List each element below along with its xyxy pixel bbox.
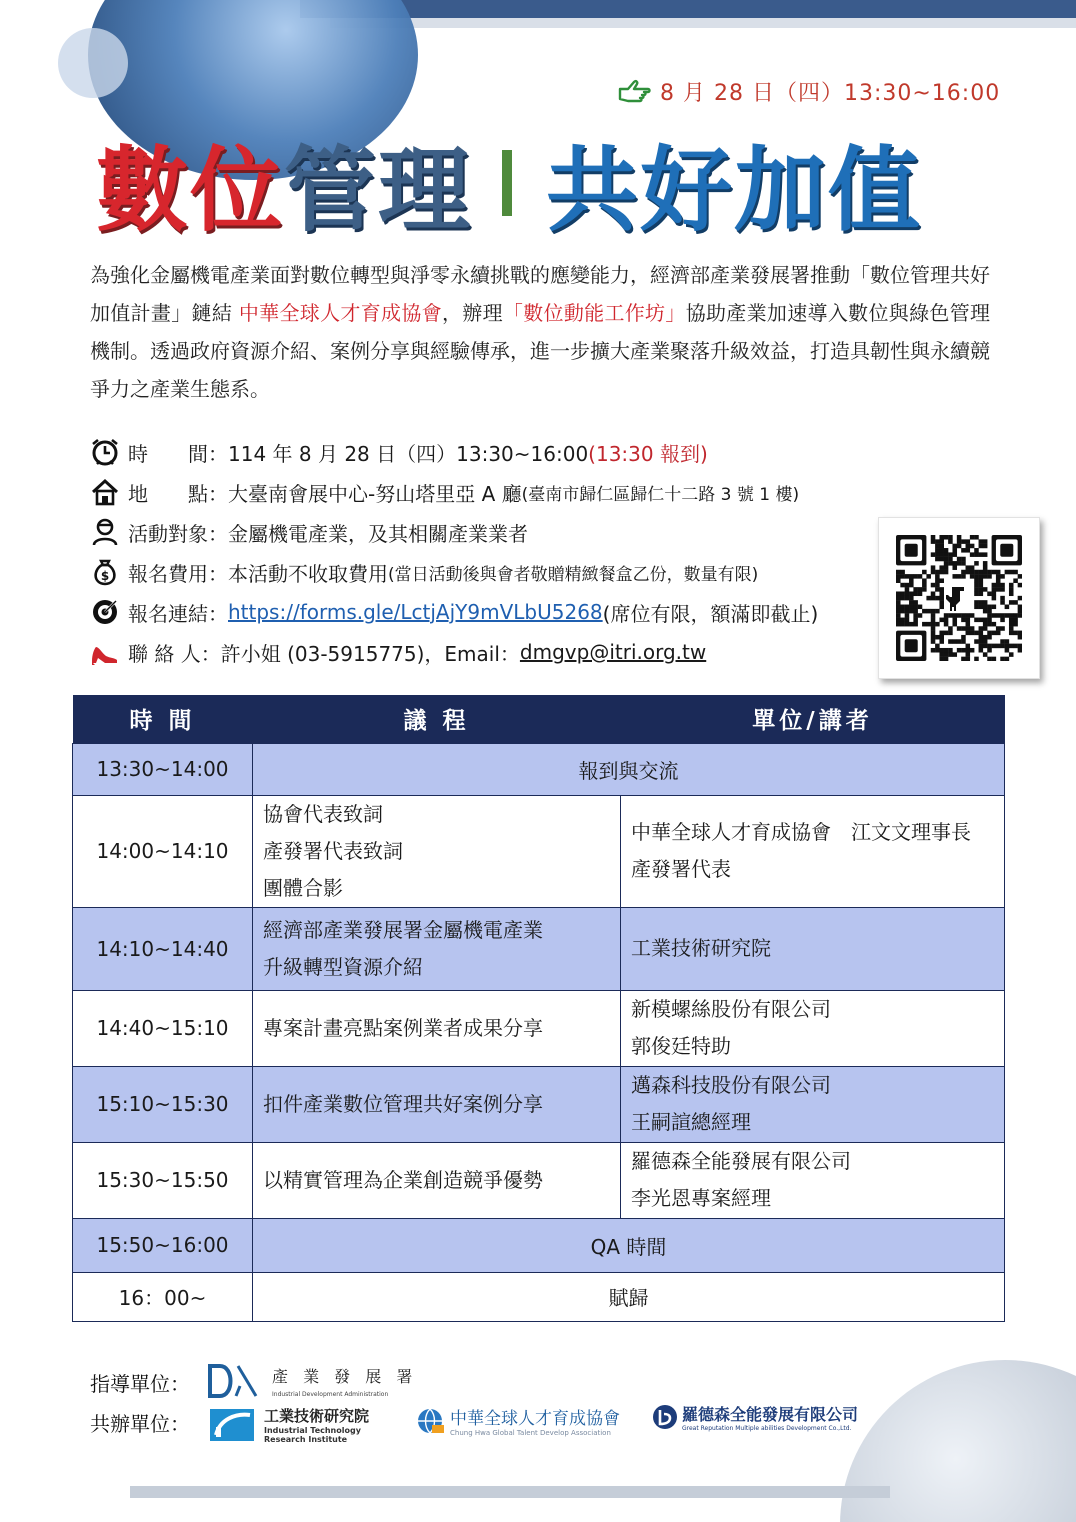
target-icon [90, 597, 120, 627]
info-link-note: (席位有限，額滿即截止) [602, 601, 819, 626]
row-topic [253, 1066, 621, 1142]
table-row [73, 990, 1005, 1066]
info-fee [90, 552, 880, 592]
row-merged: QA 時間 [253, 1218, 1005, 1272]
speaker-line: 王嗣諠總經理 [631, 1110, 751, 1134]
registration-link[interactable]: https://forms.gle/LctjAjY9mVLbU5268 [228, 600, 603, 624]
globe-icon [416, 1407, 444, 1435]
topic-line: 以精實管理為企業創造競爭優勢 [263, 1167, 543, 1192]
info-time [90, 432, 880, 472]
topic-line: 團體合影 [263, 875, 343, 900]
title-part-1: 數位 [96, 137, 285, 244]
event-info-list [90, 432, 880, 672]
table-row [73, 1272, 1005, 1321]
speaker-line: 郭俊廷特助 [631, 1034, 731, 1058]
agenda-table [72, 695, 1005, 1322]
top-accent-bar [300, 0, 1076, 18]
table-row [73, 1066, 1005, 1142]
intro-text-1: 為強化金屬機電產業面對數位轉型與淨零永續挑戰的應變能力，經濟部產業發展署推動「數位管理共好加值計畫」鏈結 [90, 263, 990, 325]
table-row [73, 743, 1005, 795]
header-time: 時 間 [73, 695, 253, 743]
title-part-3: 共好加值 [546, 137, 923, 244]
info-link [90, 592, 880, 632]
row-topic [253, 1142, 621, 1218]
pointing-hand-icon [618, 79, 652, 105]
grmd-name-en: Great Reputation Multiple abilities Development Co.,Ltd. [682, 1425, 852, 1432]
row-time: 15:30~15:50 [73, 1142, 253, 1218]
contact-email-link[interactable]: dmgvp@itri.org.tw [519, 640, 707, 664]
speaker-line: 工業技術研究院 [631, 936, 771, 960]
intro-text-3: 協助產業加速導入數位與綠色管理機制。透過政府資源介紹、案例分享與經驗傳承，進一步擴大產業聚落升級效益，打造具韌性與永續競爭力之產業生態系。 [90, 301, 991, 401]
cgta-logo [416, 1404, 620, 1437]
speaker-line: 邁森科技股份有限公司 [631, 1073, 831, 1097]
guide-unit-label: 指導單位： [90, 1372, 190, 1396]
info-contact-label: 聯 絡 人： [128, 641, 221, 666]
row-speaker [621, 1142, 1005, 1218]
intro-text-2: ，辦理 [441, 301, 503, 325]
speaker-line: 羅德森全能發展有限公司 [631, 1149, 851, 1173]
idas-logo [208, 1364, 417, 1398]
row-topic [253, 907, 621, 990]
intro-workshop: 「數位動能工作坊」 [502, 301, 686, 325]
speaker-line: 產發署代表 [631, 857, 731, 881]
info-audience-value: 金屬機電產業，及其相關產業業者 [228, 521, 528, 546]
info-place-note: (臺南市歸仁區歸仁十二路 3 號 1 樓) [521, 484, 800, 505]
grmd-name: 羅德森全能發展有限公司 [682, 1405, 859, 1424]
grmd-logo-icon [652, 1404, 678, 1430]
row-time: 14:10~14:40 [73, 907, 253, 990]
high-heel-icon [90, 637, 120, 667]
speaker-line: 中華全球人才育成協會 江文文理事長 [631, 820, 971, 844]
row-speaker [621, 1066, 1005, 1142]
topic-line: 協會代表致詞 [263, 801, 383, 826]
info-place [90, 472, 880, 512]
info-fee-label: 報名費用： [128, 561, 228, 586]
row-speaker [621, 795, 1005, 907]
bottom-accent-bar [130, 1486, 890, 1498]
co-organizer-label: 共辦單位： [90, 1412, 190, 1436]
cgta-name-en: Chung Hwa Global Talent Develop Association [450, 1429, 611, 1437]
topic-line: 經濟部產業發展署金屬機電產業 [263, 917, 543, 942]
date-time-text: 8 月 28 日（四）13:30~16:00 [660, 81, 1001, 106]
info-time-value: 114 年 8 月 28 日（四）13:30~16:00 [228, 441, 589, 466]
idas-name: 產 業 發 展 署 [272, 1367, 418, 1386]
agenda-header-row [73, 695, 1005, 743]
row-time: 15:10~15:30 [73, 1066, 253, 1142]
person-icon [90, 517, 120, 547]
top-accent-bar-light [330, 18, 1076, 28]
itri-logo [210, 1405, 369, 1444]
info-link-label: 報名連結： [128, 601, 228, 626]
row-speaker [621, 907, 1005, 990]
info-place-label: 地 點： [128, 481, 228, 506]
house-icon [90, 477, 120, 507]
info-contact-value: 許小姐 (03-5915775)，Email： [220, 641, 520, 666]
table-row [73, 795, 1005, 907]
intro-paragraph [90, 256, 990, 408]
grmd-logo [652, 1402, 858, 1432]
money-bag-icon [90, 557, 120, 587]
header-topic: 議 程 [253, 695, 621, 743]
row-time: 15:50~16:00 [73, 1218, 253, 1272]
itri-logo-icon [210, 1409, 254, 1441]
row-topic [253, 795, 621, 907]
title-part-2: 管理 [284, 137, 473, 244]
speaker-line: 李光恩專案經理 [631, 1186, 771, 1210]
row-merged: 報到與交流 [253, 743, 1005, 795]
idas-name-en: Industrial Development Administration [272, 1391, 389, 1398]
row-time: 13:30~14:00 [73, 743, 253, 795]
info-fee-value: 本活動不收取費用 [228, 561, 388, 586]
intro-org: 中華全球人才育成協會 [238, 301, 442, 325]
info-audience-label: 活動對象： [128, 521, 228, 546]
row-time: 14:40~15:10 [73, 990, 253, 1066]
header-speaker: 單位/講者 [621, 695, 1005, 743]
speaker-line: 新模螺絲股份有限公司 [631, 997, 831, 1021]
table-row [73, 1218, 1005, 1272]
itri-name-en-2: Research Institute [264, 1435, 348, 1444]
table-row [73, 907, 1005, 990]
itri-name-en-1: Industrial Technology [264, 1426, 361, 1435]
alarm-clock-icon [90, 437, 120, 467]
cgta-name: 中華全球人才育成協會 [450, 1409, 620, 1429]
topic-line: 扣件產業數位管理共好案例分享 [263, 1091, 543, 1116]
table-row [73, 1142, 1005, 1218]
info-fee-note: (當日活動後與會者敬贈精緻餐盒乙份，數量有限) [388, 564, 759, 585]
idas-logo-icon [208, 1364, 260, 1398]
info-time-note: (13:30 報到) [588, 441, 708, 466]
event-date-line [618, 76, 1000, 107]
decorative-bubble [58, 28, 128, 98]
info-audience [90, 512, 880, 552]
row-time: 16：00~ [73, 1272, 253, 1321]
qr-code-icon [896, 535, 1022, 661]
page-title [96, 128, 923, 244]
row-merged: 賦歸 [253, 1272, 1005, 1321]
info-place-value: 大臺南會展中心-努山塔里亞 A 廳 [228, 481, 522, 506]
topic-line: 專案計畫亮點案例業者成果分享 [263, 1015, 543, 1040]
info-contact [90, 632, 880, 672]
topic-line: 產發署代表致詞 [263, 838, 403, 863]
title-divider [502, 150, 512, 216]
row-time: 14:00~14:10 [73, 795, 253, 907]
svg-text:$: $ [100, 569, 110, 583]
row-speaker [621, 990, 1005, 1066]
info-time-label: 時 間： [128, 441, 228, 466]
qr-code[interactable] [878, 517, 1040, 679]
itri-name: 工業技術研究院 [264, 1407, 370, 1425]
row-topic [253, 990, 621, 1066]
topic-line: 升級轉型資源介紹 [263, 954, 423, 979]
